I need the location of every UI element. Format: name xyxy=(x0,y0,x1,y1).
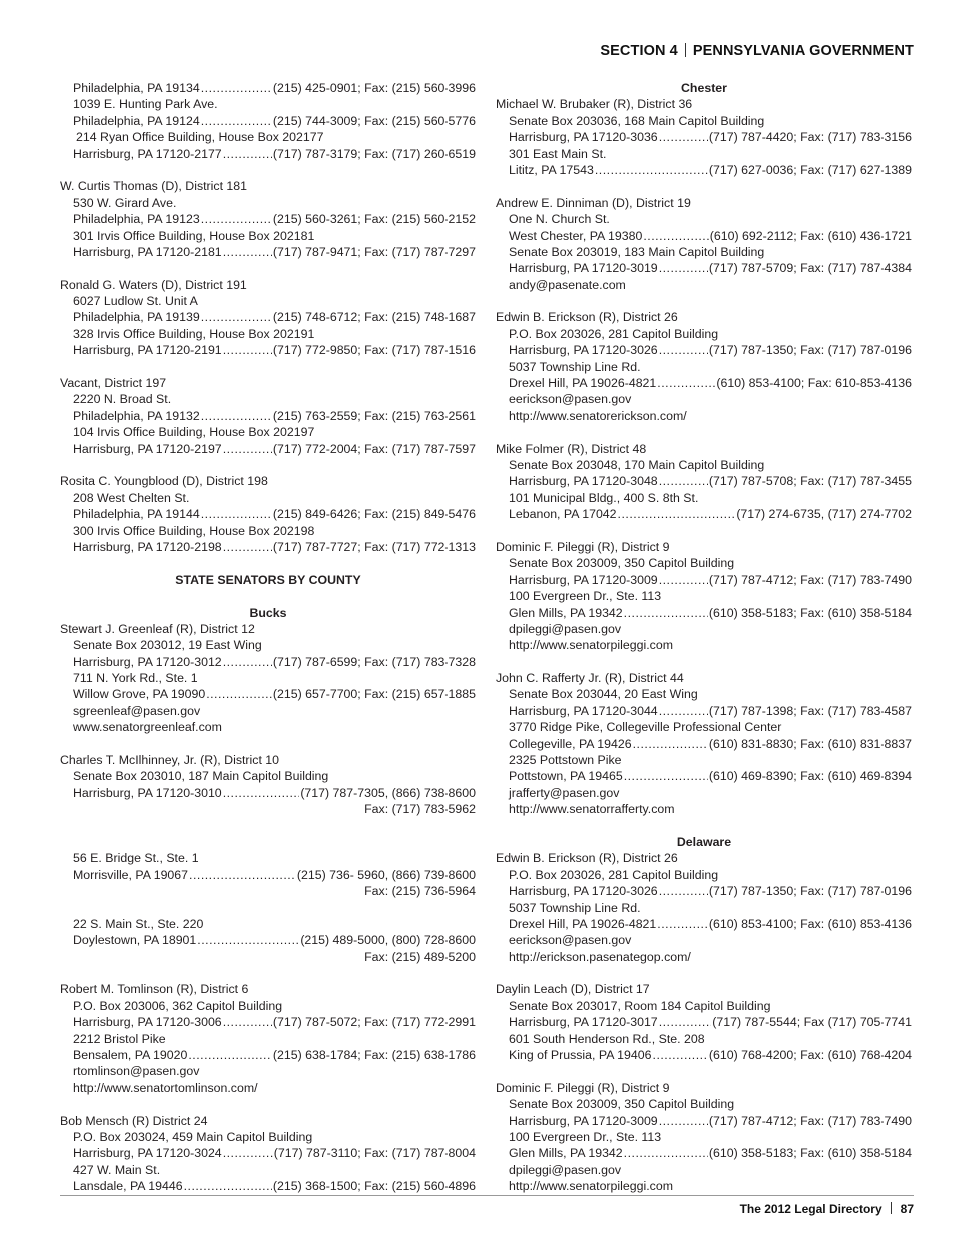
address-phone-row xyxy=(496,605,912,621)
footer-divider xyxy=(60,1195,914,1196)
entry-detail: 214 Ryan Office Building, House Box 202177 xyxy=(76,130,324,145)
address-phone-row xyxy=(60,441,476,457)
address-text: Harrisburg, PA 17120-3048 xyxy=(509,474,658,489)
phone-text: (215) 736- 5960, (866) 739-8600 xyxy=(296,867,476,882)
address-phone-row xyxy=(496,916,912,932)
publication-title: The 2012 Legal Directory xyxy=(739,1202,882,1216)
address-phone-row xyxy=(60,539,476,555)
entry-detail: 601 South Henderson Rd., Ste. 208 xyxy=(509,1031,705,1046)
phone-text: (215) 763-2559; Fax: (215) 763-2561 xyxy=(272,408,476,423)
phone-text: (215) 489-5000, (800) 728-8600 xyxy=(300,933,476,948)
dot-leader xyxy=(223,146,272,162)
entry-name: Michael W. Brubaker (R), District 36 xyxy=(496,97,693,112)
entry-detail: eerickson@pasen.gov xyxy=(509,392,632,407)
entry-detail: 328 Irvis Office Building, House Box 202191 xyxy=(73,326,315,341)
entry-detail: dpileggi@pasen.gov xyxy=(509,1162,622,1177)
entry-detail: 2212 Bristol Pike xyxy=(73,1031,166,1046)
address-text: Pottstown, PA 19465 xyxy=(509,769,623,784)
entry-detail: P.O. Box 203026, 281 Capitol Building xyxy=(509,326,719,341)
address-text: Bensalem, PA 19020 xyxy=(73,1048,188,1063)
phone-text: (717) 772-2004; Fax: (717) 787-7597 xyxy=(272,441,476,456)
entry-detail: 301 Irvis Office Building, House Box 202181 xyxy=(73,228,315,243)
entry-detail: http://www.senatorrafferty.com xyxy=(509,802,675,817)
address-phone-row xyxy=(60,867,476,883)
dot-leader xyxy=(223,342,272,358)
phone-text: (215) 638-1784; Fax: (215) 638-1786 xyxy=(272,1048,476,1063)
address-text: Harrisburg, PA 17120-2198 xyxy=(73,539,222,554)
phone-text: (610) 853-4100; Fax: (610) 853-4136 xyxy=(708,916,912,931)
dot-leader xyxy=(624,768,708,784)
entry-detail: 1039 E. Hunting Park Ave. xyxy=(73,97,218,112)
dot-leader xyxy=(659,1014,712,1030)
phone-text: (610) 768-4200; Fax: (610) 768-4204 xyxy=(708,1048,912,1063)
phone-text: (717) 787-3110; Fax: (717) 787-8004 xyxy=(273,1146,476,1161)
entry-detail: Senate Box 203019, 183 Main Capitol Building xyxy=(509,244,765,259)
phone-text: (717) 787-7305, (866) 738-8600 xyxy=(300,785,476,800)
address-text: Philadelphia, PA 19124 xyxy=(73,113,200,128)
address-phone-row xyxy=(496,736,912,752)
section-label: SECTION 4 xyxy=(600,43,678,59)
phone-text: (717) 787-4712; Fax: (717) 783-7490 xyxy=(708,1113,912,1128)
phone-text: (717) 627-0036; Fax: (717) 627-1389 xyxy=(708,162,912,177)
entry-name: Robert M. Tomlinson (R), District 6 xyxy=(60,982,249,997)
phone-text: (717) 772-9850; Fax: (717) 787-1516 xyxy=(272,343,476,358)
address-text: Harrisburg, PA 17120-2191 xyxy=(73,343,222,358)
address-text: Harrisburg, PA 17120-3024 xyxy=(73,1146,222,1161)
left-column xyxy=(60,80,476,1195)
address-phone-row xyxy=(60,309,476,325)
address-phone-row xyxy=(496,572,912,588)
address-text: Lansdale, PA 19446 xyxy=(73,1179,183,1194)
dot-leader xyxy=(633,736,708,752)
section-title: PENNSYLVANIA GOVERNMENT xyxy=(692,43,914,59)
dot-leader xyxy=(223,1014,272,1030)
entry-detail: 711 N. York Rd., Ste. 1 xyxy=(73,671,198,686)
phone-text: (717) 787-9471; Fax: (717) 787-7297 xyxy=(272,244,476,259)
address-phone-row xyxy=(496,473,912,489)
entry-name: Daylin Leach (D), District 17 xyxy=(496,982,650,997)
address-phone-row xyxy=(60,1014,476,1030)
dot-leader xyxy=(223,1145,273,1161)
phone-text: (717) 787-5709; Fax: (717) 787-4384 xyxy=(708,261,912,276)
address-phone-row xyxy=(60,686,476,702)
entry-name: John C. Rafferty Jr. (R), District 44 xyxy=(496,671,684,686)
address-text: Harrisburg, PA 17120-2197 xyxy=(73,441,222,456)
section-heading: STATE SENATORS BY COUNTY xyxy=(175,572,361,587)
entry-detail: One N. Church St. xyxy=(509,212,610,227)
dot-leader xyxy=(659,1113,708,1129)
entry-detail: http://www.senatortomlinson.com/ xyxy=(73,1080,258,1095)
spacer xyxy=(60,736,476,752)
dot-leader xyxy=(659,473,708,489)
dot-leader xyxy=(653,1047,708,1063)
entry-name: W. Curtis Thomas (D), District 181 xyxy=(60,179,248,194)
dot-leader xyxy=(223,244,272,260)
entry-detail: 530 W. Girard Ave. xyxy=(73,195,177,210)
address-phone-row xyxy=(60,244,476,260)
entry-detail: sgreenleaf@pasen.gov xyxy=(73,703,201,718)
address-text: Philadelphia, PA 19139 xyxy=(73,310,200,325)
dot-leader xyxy=(223,539,272,555)
phone-text: (717) 274-6735, (717) 274-7702 xyxy=(736,507,912,522)
dot-leader xyxy=(624,605,708,621)
address-phone-row xyxy=(60,1145,476,1161)
entry-name: Andrew E. Dinniman (D), District 19 xyxy=(496,195,691,210)
spacer xyxy=(496,965,912,981)
phone-text: (717) 787-6599; Fax: (717) 783-7328 xyxy=(272,654,476,669)
address-text: Philadelphia, PA 19144 xyxy=(73,507,200,522)
spacer xyxy=(60,1096,476,1112)
entry-name: Rosita C. Youngblood (D), District 198 xyxy=(60,474,268,489)
address-text: King of Prussia, PA 19406 xyxy=(509,1048,652,1063)
footer-separator xyxy=(891,1202,892,1214)
spacer xyxy=(60,818,476,834)
address-phone-row xyxy=(496,342,912,358)
address-text: Doylestown, PA 18901 xyxy=(73,933,197,948)
entry-detail: rtomlinson@pasen.gov xyxy=(73,1064,200,1079)
address-text: Philadelphia, PA 19123 xyxy=(73,212,200,227)
spacer xyxy=(60,555,476,571)
address-text: Harrisburg, PA 17120-3009 xyxy=(509,572,658,587)
dot-leader xyxy=(659,342,708,358)
dot-leader xyxy=(201,408,272,424)
entry-detail: Senate Box 203044, 20 East Wing xyxy=(509,687,698,702)
dot-leader xyxy=(659,883,708,899)
address-text: Philadelphia, PA 19132 xyxy=(73,408,200,423)
entry-name: Edwin B. Erickson (R), District 26 xyxy=(496,851,678,866)
county-heading: Bucks xyxy=(249,605,287,620)
entry-detail: 2325 Pottstown Pike xyxy=(509,753,622,768)
address-text: Harrisburg, PA 17120-3017 xyxy=(509,1015,658,1030)
spacer xyxy=(60,900,476,916)
address-text: Harrisburg, PA 17120-3044 xyxy=(509,703,658,718)
dot-leader xyxy=(184,1178,272,1194)
spacer xyxy=(496,293,912,309)
entry-name: Ronald G. Waters (D), District 191 xyxy=(60,277,247,292)
spacer xyxy=(60,834,476,850)
address-text: Philadelphia, PA 19134 xyxy=(73,81,200,95)
entry-name: Charles T. McIlhinney, Jr. (R), District 10 xyxy=(60,753,280,768)
address-phone-row xyxy=(496,375,912,391)
dot-leader xyxy=(201,506,272,522)
entry-detail: http://www.senatorpileggi.com xyxy=(509,1179,673,1194)
address-phone-row xyxy=(496,768,912,784)
address-phone-row xyxy=(496,703,912,719)
address-phone-row xyxy=(496,1145,912,1161)
spacer xyxy=(60,457,476,473)
address-phone-row xyxy=(496,162,912,178)
address-phone-row xyxy=(60,211,476,227)
entry-name: Stewart J. Greenleaf (R), District 12 xyxy=(60,621,255,636)
phone-text: (610) 853-4100; Fax: 610-853-4136 xyxy=(716,376,912,391)
phone-text: (215) 744-3009; Fax: (215) 560-5776 xyxy=(272,113,476,128)
address-text: Drexel Hill, PA 19026-4821 xyxy=(509,376,657,391)
entry-detail: http://erickson.pasenategop.com/ xyxy=(509,949,691,964)
address-phone-row xyxy=(496,506,912,522)
address-phone-row xyxy=(60,113,476,129)
page-header xyxy=(600,43,914,59)
address-phone-row xyxy=(60,932,476,948)
spacer xyxy=(496,178,912,194)
spacer xyxy=(60,965,476,981)
entry-detail: 427 W. Main St. xyxy=(73,1162,161,1177)
entry-detail: Senate Box 203009, 350 Capitol Building xyxy=(509,1097,735,1112)
phone-text: (717) 787-1398; Fax: (717) 783-4587 xyxy=(708,703,912,718)
fax-line: Fax: (215) 736-5964 xyxy=(364,884,476,899)
entry-detail: 5037 Township Line Rd. xyxy=(509,359,641,374)
address-text: Harrisburg, PA 17120-3012 xyxy=(73,654,222,669)
address-text: Harrisburg, PA 17120-3036 xyxy=(509,130,658,145)
address-text: Morrisville, PA 19067 xyxy=(73,867,189,882)
entry-detail: eerickson@pasen.gov xyxy=(509,933,632,948)
entry-detail: 100 Evergreen Dr., Ste. 113 xyxy=(509,589,662,604)
entry-detail: 3770 Ridge Pike, Collegeville Professional Center xyxy=(509,720,782,735)
spacer xyxy=(60,162,476,178)
county-heading: Delaware xyxy=(676,834,732,849)
spacer xyxy=(496,523,912,539)
dot-leader xyxy=(201,309,272,325)
spacer xyxy=(60,588,476,604)
fax-line: Fax: (215) 489-5200 xyxy=(364,949,476,964)
address-text: Harrisburg, PA 17120-3026 xyxy=(509,884,658,899)
phone-text: (215) 368-1500; Fax: (215) 560-4896 xyxy=(272,1179,476,1194)
address-phone-row xyxy=(496,129,912,145)
address-phone-row xyxy=(496,228,912,244)
address-text: Willow Grove, PA 19090 xyxy=(73,687,206,702)
entry-name: Edwin B. Erickson (R), District 26 xyxy=(496,310,678,325)
address-phone-row xyxy=(60,506,476,522)
entry-detail: Senate Box 203010, 187 Main Capitol Building xyxy=(73,769,329,784)
entry-detail: 6027 Ludlow St. Unit A xyxy=(73,294,198,309)
header-divider xyxy=(685,43,686,57)
entry-detail: 56 E. Bridge St., Ste. 1 xyxy=(73,851,199,866)
entry-detail: 301 East Main St. xyxy=(509,146,607,161)
entry-detail: 5037 Township Line Rd. xyxy=(509,900,641,915)
address-text: Harrisburg, PA 17120-3026 xyxy=(509,343,658,358)
phone-text: (215) 657-7700; Fax: (215) 657-1885 xyxy=(272,687,476,702)
dot-leader xyxy=(223,654,272,670)
spacer xyxy=(60,359,476,375)
dot-leader xyxy=(618,506,736,522)
entry-detail: Senate Box 203009, 350 Capitol Building xyxy=(509,556,735,571)
dot-leader xyxy=(201,211,272,227)
dot-leader xyxy=(657,375,715,391)
entry-detail: http://www.senatorpileggi.com xyxy=(509,638,673,653)
dot-leader xyxy=(201,80,272,96)
entry-detail: Senate Box 203012, 19 East Wing xyxy=(73,638,262,653)
entry-detail: P.O. Box 203006, 362 Capitol Building xyxy=(73,998,283,1013)
dot-leader xyxy=(201,113,272,129)
entry-detail: P.O. Box 203026, 281 Capitol Building xyxy=(509,867,719,882)
dot-leader xyxy=(659,129,708,145)
entry-detail: www.senatorgreenleaf.com xyxy=(73,720,222,735)
entry-detail: http://www.senatorerickson.com/ xyxy=(509,408,687,423)
spacer xyxy=(496,818,912,834)
address-phone-row xyxy=(60,342,476,358)
entry-detail: P.O. Box 203024, 459 Main Capitol Building xyxy=(73,1130,313,1144)
address-text: Lebanon, PA 17042 xyxy=(509,507,617,522)
dot-leader xyxy=(659,572,708,588)
phone-text: (717) 787-4712; Fax: (717) 783-7490 xyxy=(708,572,912,587)
address-text: Collegeville, PA 19426 xyxy=(509,736,632,751)
phone-text: (610) 469-8390; Fax: (610) 469-8394 xyxy=(708,769,912,784)
dot-leader xyxy=(657,916,708,932)
phone-text: (717) 787-1350; Fax: (717) 787-0196 xyxy=(708,884,912,899)
address-phone-row xyxy=(60,408,476,424)
address-text: Glen Mills, PA 19342 xyxy=(509,605,623,620)
entry-detail: Senate Box 203036, 168 Main Capitol Building xyxy=(509,113,765,128)
address-phone-row xyxy=(496,883,912,899)
entry-detail: 300 Irvis Office Building, House Box 202198 xyxy=(73,523,315,538)
entry-detail: dpileggi@pasen.gov xyxy=(509,621,622,636)
phone-text: (215) 560-3261; Fax: (215) 560-2152 xyxy=(272,212,476,227)
dot-leader xyxy=(595,162,708,178)
phone-text: (610) 692-2112; Fax: (610) 436-1721 xyxy=(709,228,912,243)
address-text: Harrisburg, PA 17120-3009 xyxy=(509,1113,658,1128)
dot-leader xyxy=(206,686,272,702)
address-phone-row xyxy=(496,1014,912,1030)
spacer xyxy=(496,1063,912,1079)
address-phone-row xyxy=(60,80,476,96)
address-phone-row xyxy=(60,146,476,162)
entry-name: Bob Mensch (R) District 24 xyxy=(60,1113,208,1128)
fax-line: Fax: (717) 783-5962 xyxy=(364,802,476,817)
spacer xyxy=(496,654,912,670)
address-phone-row xyxy=(60,654,476,670)
entry-detail: Senate Box 203048, 170 Main Capitol Building xyxy=(509,457,765,472)
page-number: 87 xyxy=(900,1202,914,1216)
entry-detail: Senate Box 203017, Room 184 Capitol Building xyxy=(509,998,771,1013)
phone-text: (717) 787-5544; Fax (717) 705-7741 xyxy=(712,1015,912,1030)
entry-detail: 22 S. Main St., Ste. 220 xyxy=(73,916,204,931)
dot-leader xyxy=(659,260,708,276)
dot-leader xyxy=(624,1145,708,1161)
right-column xyxy=(496,80,912,1195)
county-heading: Chester xyxy=(681,81,727,95)
phone-text: (717) 787-7727; Fax: (717) 772-1313 xyxy=(272,539,476,554)
entry-detail: jrafferty@pasen.gov xyxy=(509,785,620,800)
dot-leader xyxy=(197,932,299,948)
dot-leader xyxy=(643,228,708,244)
dot-leader xyxy=(223,441,272,457)
spacer xyxy=(496,424,912,440)
phone-text: (610) 831-8830; Fax: (610) 831-8837 xyxy=(708,736,912,751)
address-phone-row xyxy=(496,260,912,276)
spacer xyxy=(60,260,476,276)
entry-detail: 208 West Chelten St. xyxy=(73,490,190,505)
phone-text: (717) 787-5708; Fax: (717) 787-3455 xyxy=(708,474,912,489)
address-text: Drexel Hill, PA 19026-4821 xyxy=(509,916,657,931)
entry-detail: 100 Evergreen Dr., Ste. 113 xyxy=(509,1130,662,1144)
page-footer xyxy=(740,1202,914,1216)
phone-text: (717) 787-3179; Fax: (717) 260-6519 xyxy=(272,146,476,161)
dot-leader xyxy=(223,785,300,801)
phone-text: (717) 787-4420; Fax: (717) 783-3156 xyxy=(708,130,912,145)
phone-text: (215) 748-6712; Fax: (215) 748-1687 xyxy=(272,310,476,325)
entry-detail: 104 Irvis Office Building, House Box 202197 xyxy=(73,425,315,440)
entry-detail: 101 Municipal Bldg., 400 S. 8th St. xyxy=(509,490,699,505)
entry-name: Dominic F. Pileggi (R), District 9 xyxy=(496,539,670,554)
dot-leader xyxy=(659,703,708,719)
address-phone-row xyxy=(496,1047,912,1063)
entry-detail: andy@pasenate.com xyxy=(509,277,626,292)
address-text: Harrisburg, PA 17120-3006 xyxy=(73,1015,222,1030)
phone-text: (215) 849-6426; Fax: (215) 849-5476 xyxy=(272,507,476,522)
phone-text: (717) 787-5072; Fax: (717) 772-2991 xyxy=(272,1015,476,1030)
address-text: Glen Mills, PA 19342 xyxy=(509,1146,623,1161)
address-text: Harrisburg, PA 17120-3019 xyxy=(509,261,658,276)
address-text: Harrisburg, PA 17120-3010 xyxy=(73,785,222,800)
phone-text: (610) 358-5183; Fax: (610) 358-5184 xyxy=(708,1146,912,1161)
address-phone-row xyxy=(60,1047,476,1063)
phone-text: (717) 787-1350; Fax: (717) 787-0196 xyxy=(708,343,912,358)
entry-name: Mike Folmer (R), District 48 xyxy=(496,441,647,456)
address-text: West Chester, PA 19380 xyxy=(509,228,643,243)
address-text: Harrisburg, PA 17120-2177 xyxy=(73,146,222,161)
phone-text: (610) 358-5183; Fax: (610) 358-5184 xyxy=(708,605,912,620)
entry-detail: 2220 N. Broad St. xyxy=(73,392,172,407)
phone-text: (215) 425-0901; Fax: (215) 560-3996 xyxy=(272,81,476,95)
address-phone-row xyxy=(60,785,476,801)
entry-name: Dominic F. Pileggi (R), District 9 xyxy=(496,1080,670,1095)
entry-name: Vacant, District 197 xyxy=(60,376,167,391)
dot-leader xyxy=(188,1047,272,1063)
address-text: Harrisburg, PA 17120-2181 xyxy=(73,244,222,259)
address-phone-row xyxy=(60,1178,476,1194)
address-phone-row xyxy=(496,1113,912,1129)
address-text: Lititz, PA 17543 xyxy=(509,162,594,177)
dot-leader xyxy=(189,867,296,883)
